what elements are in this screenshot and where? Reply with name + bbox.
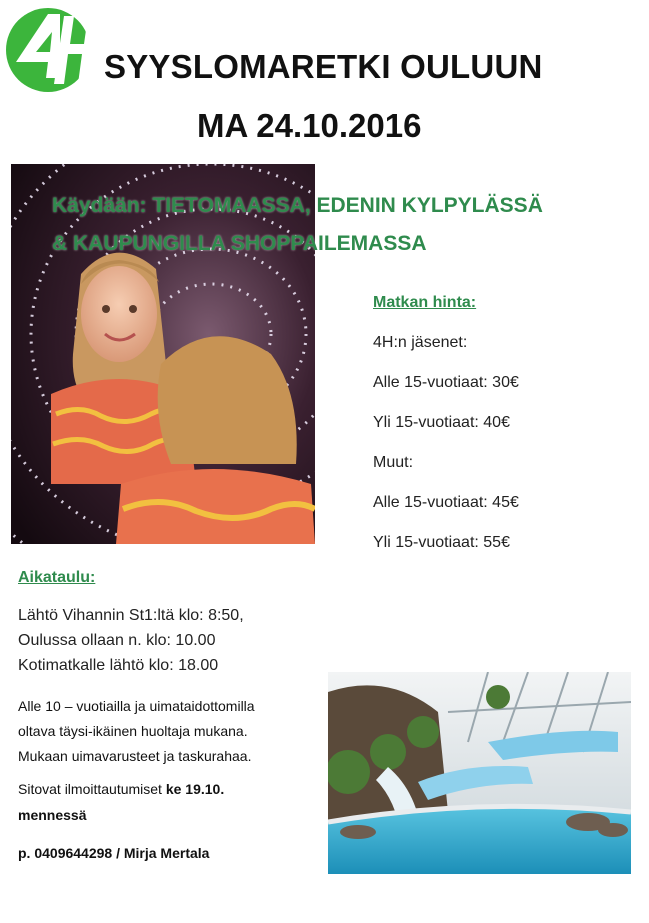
price-line: 4H:n jäsenet: [373, 334, 468, 351]
price-line: Alle 15-vuotiaat: 45€ [373, 494, 519, 511]
schedule-line: Kotimatkalle lähtö klo: 18.00 [18, 657, 219, 674]
registration-note [18, 781, 224, 797]
schedule-line: Lähtö Vihannin St1:ltä klo: 8:50, [18, 607, 244, 624]
registration-prefix: Sitovat ilmoittautumiset [18, 781, 166, 797]
schedule-line: Oulussa ollaan n. klo: 10.00 [18, 632, 216, 649]
registration-deadline: ke 19.10. [165, 781, 225, 797]
4h-logo [2, 2, 102, 98]
guardian-note: Alle 10 – vuotiailla ja uimataidottomilla [18, 698, 255, 714]
guardian-note: oltava täysi-ikäinen huoltaja mukana. [18, 723, 248, 739]
contact-info: p. 0409644298 / Mirja Mertala [18, 845, 210, 861]
spa-waterslide-photo [328, 672, 631, 874]
price-line: Yli 15-vuotiaat: 55€ [373, 534, 510, 551]
price-line: Muut: [373, 454, 414, 471]
event-date: MA 24.10.2016 [197, 107, 422, 144]
headline [52, 187, 543, 263]
page-title: SYYSLOMARETKI OULUUN [104, 48, 543, 85]
schedule-heading: Aikataulu: [18, 569, 96, 586]
headline-line-1: Käydään: TIETOMAASSA, EDENIN KYLPYLÄSSÄ [52, 194, 543, 217]
price-line: Alle 15-vuotiaat: 30€ [373, 374, 519, 391]
price-line: Yli 15-vuotiaat: 40€ [373, 414, 510, 431]
headline-line-2: & KAUPUNGILLA SHOPPAILEMASSA [52, 232, 427, 255]
equipment-note: Mukaan uimavarusteet ja taskurahaa. [18, 748, 252, 764]
price-heading: Matkan hinta: [373, 294, 477, 311]
registration-suffix: mennessä [18, 807, 87, 823]
